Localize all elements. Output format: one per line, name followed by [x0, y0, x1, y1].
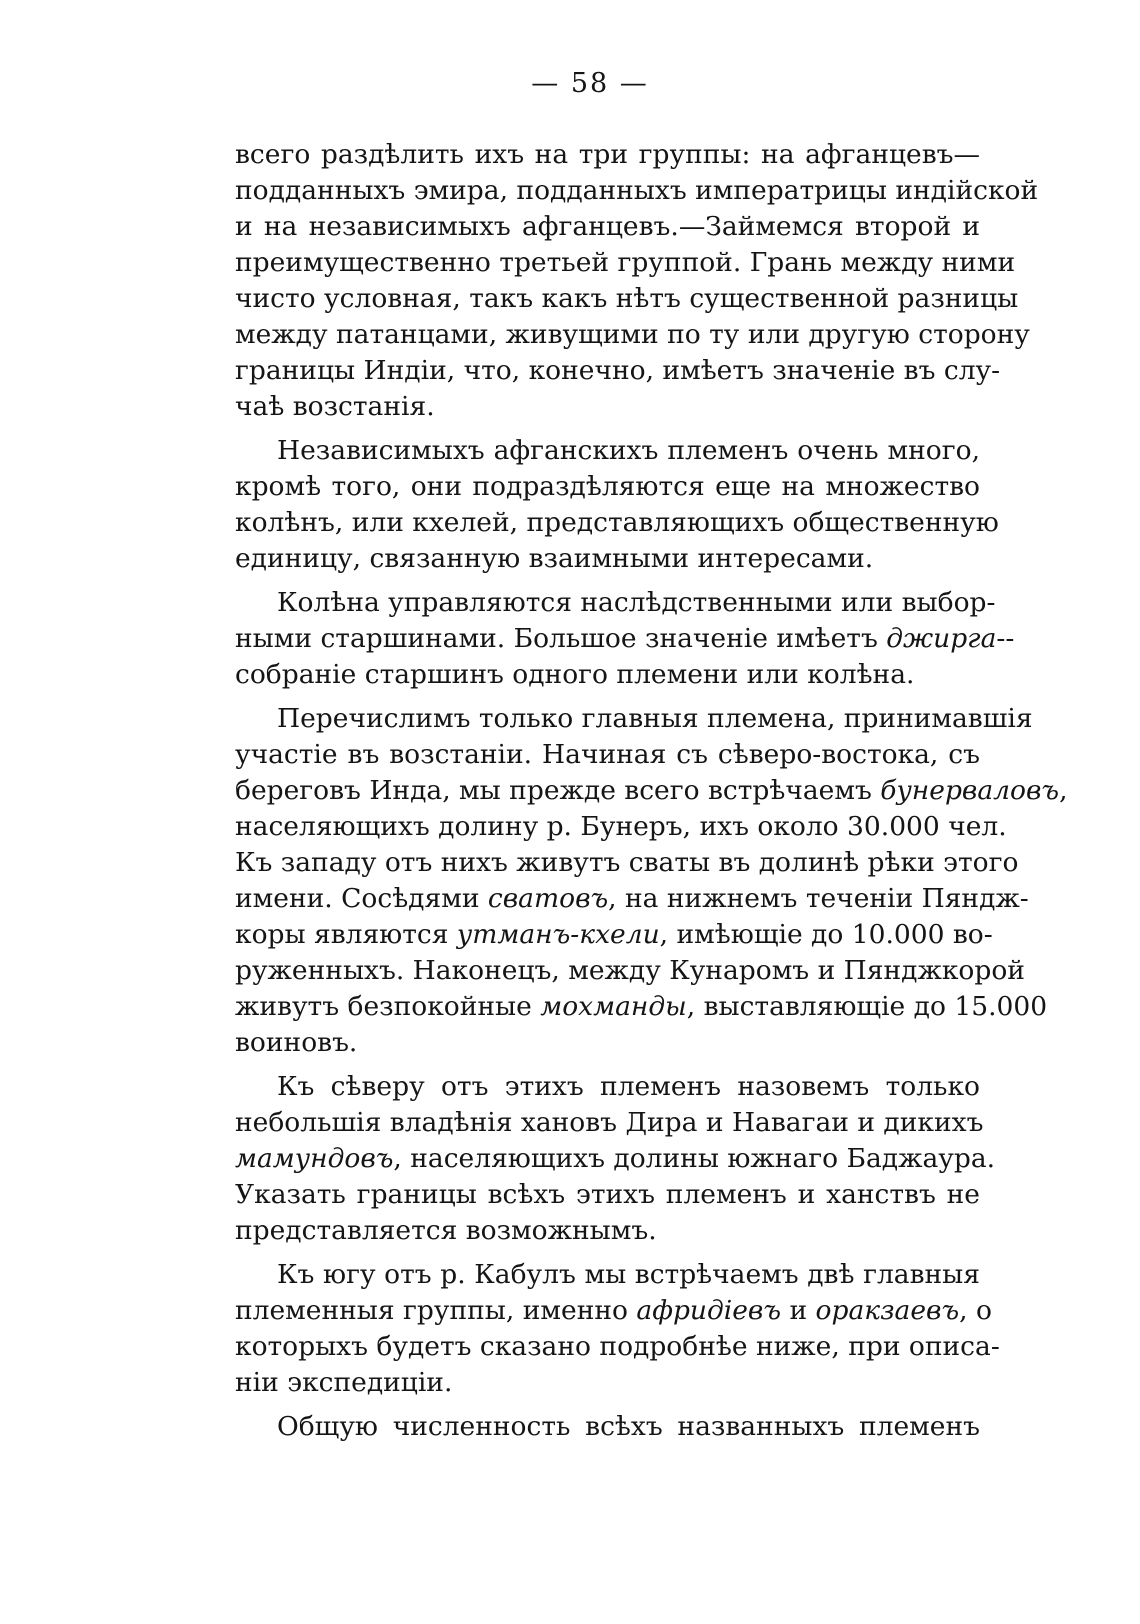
text-line: [235, 469, 980, 505]
text-line: [235, 845, 1019, 881]
text-run: населяющихъ долину р. Бунеръ, ихъ около 30.000 чел.: [235, 811, 1007, 842]
text-line: [235, 541, 980, 577]
text-run: воиновъ.: [235, 1027, 358, 1058]
paragraph: [235, 1409, 980, 1445]
text-line: [235, 1141, 996, 1177]
italic-term: мохманды: [540, 991, 687, 1022]
italic-term: сватовъ: [487, 883, 609, 914]
italic-term: бунерваловъ: [880, 775, 1060, 806]
text-line: [235, 1177, 980, 1213]
text-run: Къ западу отъ нихъ живутъ сваты въ долинѣ рѣки этого: [235, 847, 1019, 878]
text-run: чаѣ возстанія.: [235, 391, 435, 422]
text-line: [235, 701, 1033, 737]
text-run: , населяющихъ долины южнаго Баджаура.: [393, 1143, 996, 1174]
text-line: [235, 585, 996, 621]
text-run: Колѣна управляются наслѣдственными или выбор-: [277, 587, 996, 618]
text-run: подданныхъ эмира, подданныхъ императрицы индійской: [235, 175, 1039, 206]
text-line: [235, 881, 1029, 917]
paragraph: [235, 137, 1039, 425]
text-line: [235, 1213, 980, 1249]
text-line: [235, 389, 980, 425]
text-run: границы Индіи, что, конечно, имѣетъ значеніе въ слу-: [235, 355, 1001, 386]
text-line: [235, 1409, 980, 1445]
text-run: , выставляющіе до 15.000: [686, 991, 1048, 1022]
text-line: [235, 1293, 992, 1329]
text-line: [235, 1329, 1000, 1365]
text-run: Перечислимъ только главныя племена, принимавшія: [277, 703, 1033, 734]
text-run: единицу, связанную взаимными интересами.: [235, 543, 874, 574]
italic-term: утманъ-кхели: [456, 919, 660, 950]
italic-term: афридіевъ: [636, 1295, 782, 1326]
text-run: Указать границы всѣхъ этихъ племенъ и ханствъ не: [235, 1179, 980, 1210]
text-run: участіе въ возстаніи. Начиная съ сѣверо-востока, съ: [235, 739, 980, 770]
text-line: [235, 1069, 980, 1105]
text-run: небольшія владѣнія хановъ Дира и Навагаи и дикихъ: [235, 1107, 984, 1138]
text-run: собраніе старшинъ одного племени или колѣна.: [235, 659, 915, 690]
italic-term: джирга: [886, 623, 997, 654]
text-line: [235, 953, 1025, 989]
text-line: [235, 737, 980, 773]
text-run: Общую численность всѣхъ названныхъ племенъ: [277, 1411, 980, 1442]
text-run: кромѣ того, они подраздѣляются еще на множество: [235, 471, 980, 502]
italic-term: мамундовъ: [235, 1143, 394, 1174]
text-run: береговъ Инда, мы прежде всего встрѣчаемъ: [235, 775, 881, 806]
text-line: [235, 353, 1001, 389]
paragraph: [235, 1069, 996, 1249]
text-line: [235, 433, 980, 469]
text-line: [235, 657, 980, 693]
text-run: всего раздѣлить ихъ на три группы: на афганцевъ—: [235, 139, 980, 170]
text-line: [235, 173, 1039, 209]
text-line: [235, 621, 1015, 657]
text-run: коры являются: [235, 919, 457, 950]
text-run: ,: [1059, 775, 1068, 806]
text-run: чисто условная, такъ какъ нѣтъ существенной разницы: [235, 283, 1019, 314]
text-run: , о: [959, 1295, 992, 1326]
text-line: [235, 773, 1068, 809]
page-number: — 58 —: [531, 68, 649, 99]
text-run: ніи экспедиціи.: [235, 1367, 453, 1398]
paragraph: [235, 1257, 1000, 1401]
text-run: Къ сѣверу отъ этихъ племенъ назовемъ только: [277, 1071, 980, 1102]
text-line: [235, 137, 980, 173]
text-run: Къ югу отъ р. Кабулъ мы встрѣчаемъ двѣ главныя: [277, 1259, 980, 1290]
text-line: [235, 317, 1030, 353]
text-run: колѣнъ, или кхелей, представляющихъ общественную: [235, 507, 999, 538]
text-run: , имѣющіе до 10.000 во-: [659, 919, 993, 950]
text-run: ными старшинами. Большое значеніе имѣетъ: [235, 623, 887, 654]
text-run: руженныхъ. Наконецъ, между Кунаромъ и Пянджкорой: [235, 955, 1025, 986]
text-run: которыхъ будетъ сказано подробнѣе ниже, при описа-: [235, 1331, 1000, 1362]
text-line: [235, 1025, 980, 1061]
text-line: [235, 1105, 984, 1141]
text-line: [235, 281, 1019, 317]
text-run: и: [781, 1295, 816, 1326]
text-run: живутъ безпокойные: [235, 991, 541, 1022]
paragraph: [235, 701, 1068, 1061]
text-run: имени. Сосѣдями: [235, 883, 488, 914]
text-line: [235, 917, 993, 953]
text-run: , на нижнемъ теченіи Пяндж-: [608, 883, 1029, 914]
text-line: [235, 989, 1048, 1025]
text-run: между патанцами, живущими по ту или другую сторону: [235, 319, 1030, 350]
text-run: и на независимыхъ афганцевъ.—Займемся второй и: [235, 211, 980, 242]
text-line: [235, 1257, 980, 1293]
paragraph: [235, 585, 1015, 693]
text-line: [235, 1365, 980, 1401]
text-line: [235, 245, 1016, 281]
italic-term: оракзаевъ: [815, 1295, 960, 1326]
text-run: Независимыхъ афганскихъ племенъ очень много,: [277, 435, 980, 466]
paragraph: [235, 433, 999, 577]
body-text: [235, 137, 1068, 1453]
text-run: представляется возможнымъ.: [235, 1215, 657, 1246]
text-run: --: [996, 623, 1015, 654]
text-line: [235, 505, 999, 541]
text-line: [235, 209, 980, 245]
text-run: племенныя группы, именно: [235, 1295, 637, 1326]
text-run: преимущественно третьей группой. Грань между ними: [235, 247, 1016, 278]
text-line: [235, 809, 1007, 845]
